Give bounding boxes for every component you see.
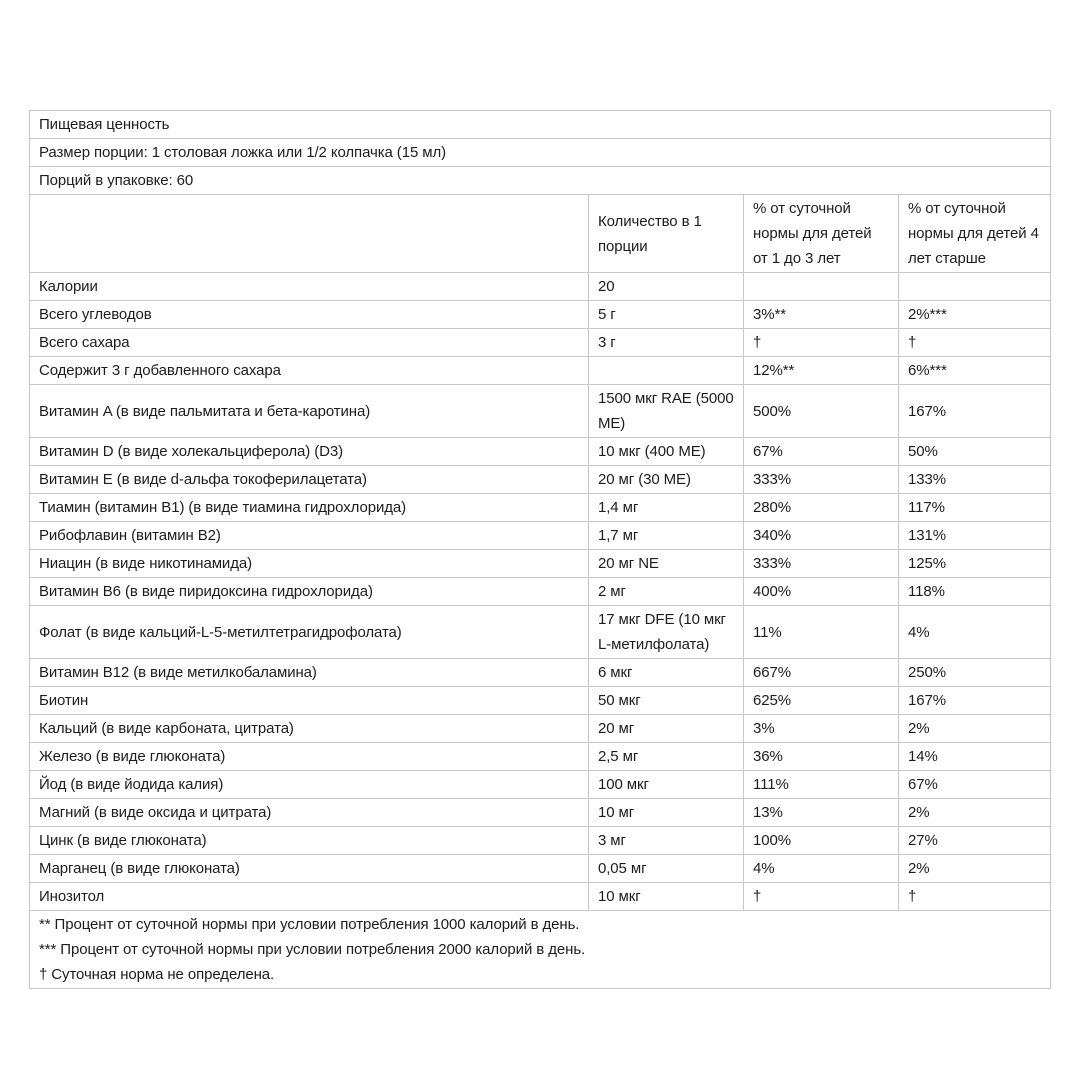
dv-children-1-3-value: † [744, 329, 899, 357]
servings-per-container-text: Порций в упаковке: 60 [30, 167, 1051, 195]
amount-value: 2 мг [589, 578, 744, 606]
dv-children-4plus-value: 125% [899, 550, 1051, 578]
nutrient-label: Ниацин (в виде никотинамида) [30, 550, 589, 578]
header-empty-cell [30, 195, 589, 273]
footnote-double-asterisk: ** Процент от суточной нормы при условии потребления 1000 калорий в день. [39, 916, 580, 933]
header-dv-children-1-3: % от суточной нормы для детей от 1 до 3 лет [744, 195, 899, 273]
footnotes-row [30, 911, 1051, 989]
nutrient-label: Кальций (в виде карбоната, цитрата) [30, 715, 589, 743]
nutrient-label: Инозитол [30, 883, 589, 911]
amount-value: 1500 мкг RAE (5000 МЕ) [589, 385, 744, 438]
footnote-dagger: † Суточная норма не определена. [39, 966, 275, 983]
amount-value: 20 мг [589, 715, 744, 743]
table-row [30, 550, 1051, 578]
table-row [30, 687, 1051, 715]
nutrient-label: Содержит 3 г добавленного сахара [30, 357, 589, 385]
dv-children-1-3-value: 400% [744, 578, 899, 606]
table-row [30, 659, 1051, 687]
amount-value: 100 мкг [589, 771, 744, 799]
dv-children-1-3-value: 500% [744, 385, 899, 438]
dv-children-1-3-value: 4% [744, 855, 899, 883]
nutrient-label: Йод (в виде йодида калия) [30, 771, 589, 799]
amount-value: 2,5 мг [589, 743, 744, 771]
table-row [30, 883, 1051, 911]
dv-children-1-3-value: 667% [744, 659, 899, 687]
amount-value: 10 мг [589, 799, 744, 827]
column-header-row [30, 195, 1051, 273]
table-row [30, 385, 1051, 438]
dv-children-4plus-value: 50% [899, 438, 1051, 466]
dv-children-4plus-value: 6%*** [899, 357, 1051, 385]
nutrient-label: Калории [30, 273, 589, 301]
nutrient-label: Магний (в виде оксида и цитрата) [30, 799, 589, 827]
amount-value: 20 мг NE [589, 550, 744, 578]
nutrient-label: Всего сахара [30, 329, 589, 357]
dv-children-4plus-value: 117% [899, 494, 1051, 522]
dv-children-4plus-value: 2% [899, 715, 1051, 743]
table-row [30, 715, 1051, 743]
dv-children-4plus-value [899, 273, 1051, 301]
dv-children-1-3-value: 625% [744, 687, 899, 715]
nutrient-label: Фолат (в виде кальций-L-5-метилтетрагидрофолата) [30, 606, 589, 659]
nutrient-label: Цинк (в виде глюконата) [30, 827, 589, 855]
dv-children-4plus-value: 2%*** [899, 301, 1051, 329]
dv-children-1-3-value: 100% [744, 827, 899, 855]
dv-children-4plus-value: † [899, 883, 1051, 911]
nutrient-label: Марганец (в виде глюконата) [30, 855, 589, 883]
table-title-row [30, 111, 1051, 139]
table-row [30, 799, 1051, 827]
dv-children-1-3-value: 111% [744, 771, 899, 799]
nutrient-label: Витамин B12 (в виде метилкобаламина) [30, 659, 589, 687]
header-amount-per-serving: Количество в 1 порции [589, 195, 744, 273]
nutrient-label: Витамин D (в виде холекальциферола) (D3) [30, 438, 589, 466]
amount-value: 50 мкг [589, 687, 744, 715]
dv-children-4plus-value: 118% [899, 578, 1051, 606]
table-row [30, 466, 1051, 494]
dv-children-4plus-value: 14% [899, 743, 1051, 771]
amount-value: 0,05 мг [589, 855, 744, 883]
dv-children-1-3-value: 12%** [744, 357, 899, 385]
amount-value: 20 мг (30 МЕ) [589, 466, 744, 494]
amount-value: 1,7 мг [589, 522, 744, 550]
amount-value: 17 мкг DFE (10 мкг L-метилфолата) [589, 606, 744, 659]
footnotes-cell [30, 911, 1051, 989]
dv-children-4plus-value: 67% [899, 771, 1051, 799]
servings-per-container-row [30, 167, 1051, 195]
header-dv-children-4plus: % от суточной нормы для детей 4 лет старше [899, 195, 1051, 273]
table-row [30, 273, 1051, 301]
nutrient-label: Витамин B6 (в виде пиридоксина гидрохлорида) [30, 578, 589, 606]
serving-size-text: Размер порции: 1 столовая ложка или 1/2 колпачка (15 мл) [30, 139, 1051, 167]
amount-value: 3 г [589, 329, 744, 357]
table-row [30, 827, 1051, 855]
dv-children-4plus-value: 131% [899, 522, 1051, 550]
table-row [30, 329, 1051, 357]
dv-children-4plus-value: 27% [899, 827, 1051, 855]
nutrition-facts-panel [29, 110, 1050, 989]
dv-children-1-3-value: 36% [744, 743, 899, 771]
serving-size-row [30, 139, 1051, 167]
footnote-triple-asterisk: *** Процент от суточной нормы при условии потребления 2000 калорий в день. [39, 941, 586, 958]
dv-children-1-3-value: 333% [744, 550, 899, 578]
dv-children-1-3-value: 3%** [744, 301, 899, 329]
dv-children-1-3-value: 333% [744, 466, 899, 494]
table-row [30, 301, 1051, 329]
dv-children-4plus-value: 2% [899, 855, 1051, 883]
nutrient-label: Тиамин (витамин B1) (в виде тиамина гидрохлорида) [30, 494, 589, 522]
amount-value: 10 мкг (400 МЕ) [589, 438, 744, 466]
table-row [30, 357, 1051, 385]
dv-children-1-3-value: 280% [744, 494, 899, 522]
table-row [30, 606, 1051, 659]
amount-value [589, 357, 744, 385]
dv-children-1-3-value: 13% [744, 799, 899, 827]
dv-children-1-3-value: 11% [744, 606, 899, 659]
nutrient-label: Железо (в виде глюконата) [30, 743, 589, 771]
amount-value: 5 г [589, 301, 744, 329]
dv-children-4plus-value: 167% [899, 385, 1051, 438]
dv-children-1-3-value: † [744, 883, 899, 911]
table-row [30, 855, 1051, 883]
dv-children-1-3-value: 340% [744, 522, 899, 550]
amount-value: 6 мкг [589, 659, 744, 687]
dv-children-4plus-value: 133% [899, 466, 1051, 494]
nutrient-label: Биотин [30, 687, 589, 715]
dv-children-4plus-value: † [899, 329, 1051, 357]
dv-children-4plus-value: 4% [899, 606, 1051, 659]
amount-value: 3 мг [589, 827, 744, 855]
table-row [30, 494, 1051, 522]
nutrient-label: Витамин E (в виде d-альфа токоферилацетата) [30, 466, 589, 494]
nutrient-label: Витамин A (в виде пальмитата и бета-каротина) [30, 385, 589, 438]
nutrient-label: Рибофлавин (витамин B2) [30, 522, 589, 550]
table-row [30, 522, 1051, 550]
table-row [30, 743, 1051, 771]
nutrient-label: Всего углеводов [30, 301, 589, 329]
table-row [30, 771, 1051, 799]
dv-children-1-3-value: 3% [744, 715, 899, 743]
table-row [30, 438, 1051, 466]
dv-children-4plus-value: 250% [899, 659, 1051, 687]
dv-children-4plus-value: 2% [899, 799, 1051, 827]
table-title: Пищевая ценность [30, 111, 1051, 139]
amount-value: 1,4 мг [589, 494, 744, 522]
dv-children-1-3-value: 67% [744, 438, 899, 466]
nutrition-table [29, 110, 1051, 989]
dv-children-1-3-value [744, 273, 899, 301]
amount-value: 10 мкг [589, 883, 744, 911]
table-row [30, 578, 1051, 606]
amount-value: 20 [589, 273, 744, 301]
dv-children-4plus-value: 167% [899, 687, 1051, 715]
